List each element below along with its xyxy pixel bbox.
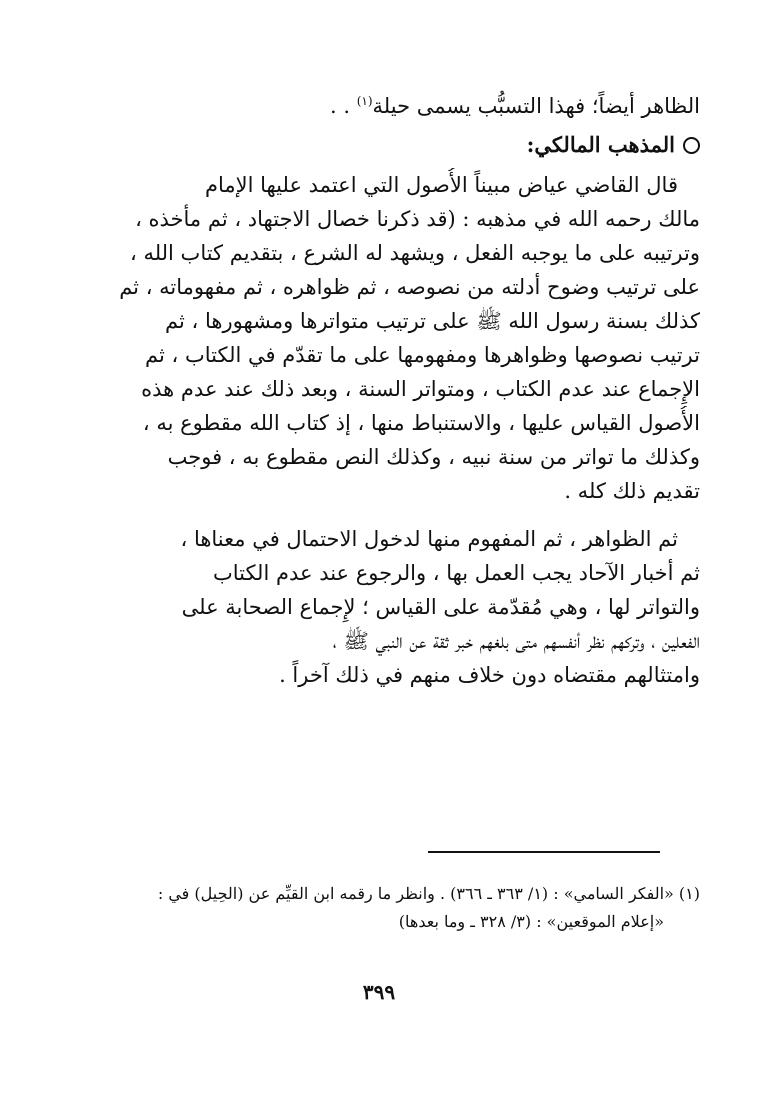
paragraph-line: والتواتر لها ، وهي مُقدّمة على القياس ؛ لإِجماع الصحابة على	[181, 595, 700, 619]
footnote-line: «إعلام الموقعين» : (٣/ ٣٢٨ ـ وما بعدها)	[398, 912, 664, 931]
paragraph-line: الإِجماع عند عدم الكتاب ، ومتواتر السنة ، وبعد ذلك عند عدم هذه	[141, 377, 700, 401]
intro-tail: . .	[330, 94, 357, 118]
paragraph-line: ثم أخبار الآحاد يجب العمل بها ، والرجوع عند عدم الكتاب	[212, 561, 700, 585]
circle-bullet-icon	[683, 137, 700, 154]
section-heading	[60, 128, 700, 162]
paragraph-line: الفعلين ، وتركهم نظر أنفسهم متى بلغهم خبر ثقة عن النبي ﷺ ،	[332, 629, 700, 653]
intro-text: الظاهر أيضاً؛ فهذا التسبُّب يسمى حيلة	[372, 94, 700, 118]
footnotes	[60, 880, 700, 936]
paragraph-1	[60, 168, 700, 508]
footnote-ref[interactable]: (١)	[356, 94, 373, 108]
paragraph-line: ثم الظواهر ، ثم المفهوم منها لدخول الاحتمال في معناها ،	[180, 527, 678, 551]
main-text	[60, 80, 700, 692]
footnote-line: (١) «الفكر السامي» : (١/ ٣٦٣ ـ ٣٦٦) . وانظر ما رقمه ابن القيِّم عن (الحِيل) في :	[157, 884, 700, 903]
paragraph-line: ترتيب نصوصها وظواهرها ومفهومها على ما تقدّم في الكتاب ، ثم	[145, 343, 700, 367]
paragraph-line: وامتثالهم مقتضاه دون خلاف منهم في ذلك آخراً .	[279, 663, 700, 687]
heading-text: المذهب المالكي:	[526, 132, 675, 157]
paragraph-line: الأُصول القياس عليها ، والاستنباط منها ، إذ كتاب الله مقطوع به ،	[142, 411, 700, 435]
paragraph-line: قال القاضي عياض مبيناً الأُصول التي اعتمد عليها الإمام	[204, 173, 678, 197]
paragraph-line: وترتيبه على ما يوجبه الفعل ، ويشهد له الشرع ، بتقديم كتاب الله ،	[129, 241, 700, 265]
intro-line	[60, 84, 700, 118]
paragraph-line: وكذلك ما تواتر من سنة نبيه ، وكذلك النص مقطوع به ، فوجب	[167, 445, 700, 469]
paragraph-line: كذلك بسنة رسول الله ﷺ على ترتيب متواترها ومشهورها ، ثم	[165, 309, 700, 333]
paragraph-line: تقديم ذلك كله .	[564, 479, 700, 503]
paragraph-gap	[60, 508, 700, 522]
paragraph-2	[60, 522, 700, 692]
paragraph-line: مالك رحمه الله في مذهبه : (قد ذكرنا خصال الاجتهاد ، ثم مأخذه ،	[135, 207, 700, 231]
page-number: ٣٩٩	[362, 980, 396, 1004]
paragraph-line: على ترتيب وضوح أدلته من نصوصه ، ثم ظواهره ، ثم مفهوماته ، ثم	[119, 275, 700, 299]
footnote-divider	[428, 851, 660, 853]
